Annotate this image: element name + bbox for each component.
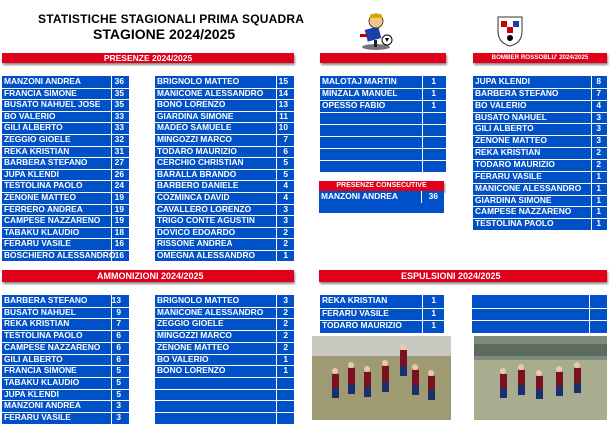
bomber-row [473, 88, 607, 100]
player-name: RISSONE ANDREA [157, 238, 233, 249]
player-value: 1 [431, 307, 436, 318]
player-name: BUSATO NAHUEL [4, 306, 76, 317]
espulsioni-header: ESPULSIONI 2024/2025 [319, 270, 607, 282]
mascot-logo [352, 10, 400, 52]
player-value: 1 [596, 218, 601, 229]
player-name: BONO LORENZO [157, 99, 226, 110]
bomber-row [473, 123, 607, 135]
presenze-row [155, 88, 294, 100]
player-name: REKA KRISTIAN [4, 145, 70, 156]
presenze-row [320, 76, 446, 88]
row-divider [155, 412, 294, 413]
player-name: GIARDINA SIMONE [475, 194, 552, 205]
espulsioni-row [320, 308, 444, 320]
player-name: FRANCIA SIMONE [4, 365, 77, 376]
player-name: TRIGO CONTE AGUSTIN [157, 215, 255, 226]
player-value: 1 [431, 320, 436, 331]
ammonizioni-row [2, 412, 129, 424]
presenze-row [155, 76, 294, 88]
player-name: MANZONI ANDREA [4, 400, 81, 411]
presenze-row [155, 99, 294, 111]
presenze-row [155, 169, 294, 181]
player-value: 9 [116, 306, 121, 317]
player-value: 2 [596, 147, 601, 158]
ammonizioni-table-2 [155, 295, 294, 424]
ammonizioni-row [155, 318, 294, 330]
ammonizioni-table-1 [2, 295, 129, 424]
presenze-row [2, 122, 129, 134]
player-value: 1 [431, 100, 436, 110]
presenze-row [2, 180, 129, 192]
player-name: ZENONE MATTEO [4, 192, 76, 202]
presenze-row [2, 215, 129, 227]
presenze-row [155, 134, 294, 146]
consecutive-table [319, 191, 444, 213]
player-value: 2 [283, 226, 288, 237]
bomber-row [473, 100, 607, 112]
presenze-row [155, 192, 294, 204]
club-badge [495, 13, 525, 47]
ammonizioni-row [155, 330, 294, 342]
row-divider [320, 124, 446, 125]
row-divider [320, 160, 446, 161]
presenze-row [2, 250, 129, 262]
player-name: MINZALA MANUEL [322, 88, 398, 98]
player-value: 18 [114, 226, 124, 237]
player-value: 4 [283, 192, 288, 202]
player-value: 36 [114, 76, 124, 86]
presenze-row [155, 180, 294, 192]
player-value: 1 [596, 170, 601, 181]
consecutive-header: PRESENZE CONSECUTIVE [319, 181, 444, 191]
presenze-row [2, 88, 129, 100]
ammonizioni-row [155, 342, 294, 354]
player-name: CAMPESE NAZZARENO [4, 341, 101, 352]
player-value: 33 [114, 122, 124, 133]
consecutive-row [319, 191, 444, 203]
player-name: BO VALERIO [157, 353, 209, 364]
bomber-row [473, 206, 607, 218]
column-divider [589, 295, 590, 333]
player-value: 1 [431, 88, 436, 98]
espulsioni-table [320, 295, 444, 333]
player-value: 3 [116, 412, 121, 422]
player-name: JUPA KLENDI [475, 76, 530, 86]
player-name: FERRERO ANDREA [4, 203, 83, 214]
page-title: STATISTICHE STAGIONALI PRIMA SQUADRA [38, 12, 305, 26]
player-name: MALOTAJ MARTIN [322, 76, 397, 86]
player-value: 6 [116, 353, 121, 364]
player-value: 7 [116, 318, 121, 329]
ammonizioni-row [155, 295, 294, 307]
player-name: GILI ALBERTO [4, 122, 63, 133]
player-value: 32 [114, 134, 124, 144]
player-value: 11 [279, 110, 288, 121]
player-name: MADEO SAMUELE [157, 122, 232, 133]
player-name: MANZONI ANDREA [321, 191, 398, 201]
player-name: BARBERA STEFANO [4, 295, 88, 305]
player-value: 26 [114, 168, 124, 179]
presenze-row [155, 227, 294, 239]
player-value: 3 [283, 295, 288, 305]
player-name: REKA KRISTIAN [4, 318, 70, 329]
player-value: 1 [283, 250, 288, 260]
player-value: 31 [114, 145, 124, 156]
ammonizioni-row [155, 354, 294, 366]
player-name: BRIGNOLO MATTEO [157, 295, 240, 305]
presenze-row [155, 146, 294, 158]
player-name: TABAKU KLAUDIO [4, 376, 80, 387]
player-name: BUSATO NAHUEL JOSE [4, 99, 101, 110]
player-name: MINGOZZI MARCO [157, 134, 232, 144]
row-divider [155, 377, 294, 378]
espulsioni-blank-table [472, 295, 607, 333]
presenze-row [2, 146, 129, 158]
player-value: 2 [283, 318, 288, 329]
presenze-table-2 [155, 76, 294, 261]
player-value: 7 [283, 134, 288, 144]
presenze-row [2, 238, 129, 250]
player-name: BARALLA BRANDO [157, 168, 237, 179]
player-name: BARBERA STEFANO [475, 87, 559, 98]
row-divider [320, 136, 446, 137]
bomber-row [473, 195, 607, 207]
bomber-row [473, 159, 607, 171]
player-value: 16 [114, 250, 124, 260]
row-divider [472, 308, 607, 309]
player-name: MANICONE ALESSANDRO [157, 87, 264, 98]
player-name: MANICONE ALESSANDRO [157, 306, 264, 317]
player-name: JUPA KLENDI [4, 388, 59, 399]
player-value: 14 [278, 87, 288, 98]
player-value: 19 [114, 215, 124, 226]
ammonizioni-row [2, 295, 129, 307]
player-name: REKA KRISTIAN [475, 147, 541, 158]
player-name: FERARU VASILE [322, 307, 389, 318]
presenze-row [2, 157, 129, 169]
player-value: 1 [596, 182, 601, 193]
player-value: 5 [116, 388, 121, 399]
player-name: TESTOLINA PAOLO [475, 218, 554, 229]
player-name: FERARU VASILE [4, 412, 71, 422]
bomber-row [473, 183, 607, 195]
player-name: GILI ALBERTO [4, 353, 63, 364]
player-value: 19 [114, 192, 124, 202]
ammonizioni-row [155, 307, 294, 319]
presenze-row [155, 215, 294, 227]
ammonizioni-row [2, 389, 129, 401]
player-name: TABAKU KLAUDIO [4, 226, 80, 237]
player-value: 1 [431, 295, 436, 305]
player-value: 4 [596, 99, 601, 110]
player-value: 36 [428, 191, 438, 201]
player-value: 1 [283, 365, 288, 376]
player-name: BONO LORENZO [157, 365, 226, 376]
player-name: TESTOLINA PAOLO [4, 330, 83, 341]
season-title: STAGIONE 2024/2025 [93, 26, 236, 42]
presenze-row [2, 99, 129, 111]
ammonizioni-row [2, 318, 129, 330]
ammonizioni-row [2, 377, 129, 389]
player-value: 33 [114, 110, 124, 121]
presenze-table-3 [320, 76, 446, 172]
player-value: 1 [283, 353, 288, 364]
player-name: TESTOLINA PAOLO [4, 180, 83, 191]
player-value: 8 [596, 76, 601, 86]
player-name: OPESSO FABIO [322, 100, 386, 110]
player-name: FERARU VASILE [4, 238, 71, 249]
presenze-row [320, 88, 446, 100]
presenze-header: PRESENZE 2024/2025 [2, 53, 294, 63]
player-name: BARBERO DANIELE [157, 180, 239, 191]
player-value: 35 [114, 99, 124, 110]
player-value: 15 [278, 76, 288, 86]
player-name: MANZONI ANDREA [4, 76, 81, 86]
player-value: 5 [116, 376, 121, 387]
bomber-row [473, 135, 607, 147]
player-name: CAMPESE NAZZARENO [475, 206, 572, 217]
player-value: 10 [278, 122, 288, 133]
player-value: 4 [283, 180, 288, 191]
player-value: 13 [111, 295, 121, 305]
bomber-header: BOMBER ROSSOBLU' 2024/2025 [473, 53, 607, 63]
player-value: 3 [116, 400, 121, 411]
player-name: CAMPESE NAZZARENO [4, 215, 101, 226]
player-value: 19 [114, 203, 124, 214]
team-celebration-photo-2 [474, 336, 607, 420]
presenze-row [2, 76, 129, 88]
presenze-row [155, 250, 294, 262]
player-name: TODARO MAURIZIO [322, 320, 402, 331]
bomber-row [473, 218, 607, 230]
player-name: GIARDINA SIMONE [157, 110, 234, 121]
player-name: CAVALLERO LORENZO [157, 203, 252, 214]
player-value: 35 [114, 87, 124, 98]
presenze-row [2, 134, 129, 146]
ammonizioni-row [2, 307, 129, 319]
presenze-row [2, 227, 129, 239]
player-name: BUSATO NAHUEL [475, 111, 547, 122]
player-value: 2 [283, 330, 288, 341]
presenze-row [155, 238, 294, 250]
player-name: COZMINCA DAVID [157, 192, 230, 202]
player-value: 3 [596, 123, 601, 134]
ammonizioni-row [2, 354, 129, 366]
player-name: BARBERA STEFANO [4, 157, 88, 168]
ammonizioni-row [2, 330, 129, 342]
ammonizioni-row [2, 400, 129, 412]
player-value: 2 [596, 158, 601, 169]
player-value: 3 [283, 215, 288, 226]
player-value: 1 [596, 206, 601, 217]
player-name: MANICONE ALESSANDRO [475, 182, 582, 193]
ammonizioni-row [2, 365, 129, 377]
player-name: DOVICO EDOARDO [157, 226, 236, 237]
presenze-row [155, 111, 294, 123]
bomber-row [473, 147, 607, 159]
row-divider [155, 400, 294, 401]
player-value: 24 [114, 180, 124, 191]
player-name: BOSCHIERO ALESSANDRO [4, 250, 116, 260]
presenze-row [155, 204, 294, 216]
player-value: 13 [278, 99, 288, 110]
player-value: 2 [283, 341, 288, 352]
presenze-row [155, 157, 294, 169]
bomber-row [473, 112, 607, 124]
presenze-table-1 [2, 76, 129, 261]
bomber-row [473, 76, 607, 88]
presenze-row [155, 122, 294, 134]
player-name: REKA KRISTIAN [322, 295, 388, 305]
team-celebration-photo-1 [312, 336, 451, 420]
player-name: FERARU VASILE [475, 170, 542, 181]
player-value: 16 [114, 238, 124, 249]
row-divider [320, 148, 446, 149]
player-value: 5 [283, 168, 288, 179]
player-value: 1 [596, 194, 601, 205]
espulsioni-row [320, 295, 444, 307]
player-name: CERCHIO CHRISTIAN [157, 157, 244, 168]
player-value: 3 [596, 111, 601, 122]
player-name: BO VALERIO [4, 110, 56, 121]
player-value: 2 [283, 306, 288, 317]
presenze-row [320, 100, 446, 112]
espulsioni-row [320, 320, 444, 332]
player-value: 3 [596, 135, 601, 146]
bomber-row [473, 171, 607, 183]
player-name: BO VALERIO [475, 99, 527, 110]
player-name: JUPA KLENDI [4, 168, 59, 179]
player-value: 6 [283, 145, 288, 156]
presenze-row [2, 192, 129, 204]
player-name: FRANCIA SIMONE [4, 87, 77, 98]
player-value: 5 [283, 157, 288, 168]
presenze-row [2, 204, 129, 216]
player-value: 7 [596, 87, 601, 98]
row-divider [155, 389, 294, 390]
player-name: ZEGGIO GIOELE [4, 134, 71, 144]
player-name: ZENONE MATTEO [157, 341, 229, 352]
player-name: BRIGNOLO MATTEO [157, 76, 240, 86]
ammonizioni-header: AMMONIZIONI 2024/2025 [2, 270, 294, 282]
player-value: 27 [114, 157, 124, 168]
player-name: TODARO MAURIZIO [475, 158, 555, 169]
player-value: 5 [116, 365, 121, 376]
row-divider [472, 320, 607, 321]
player-name: GILI ALBERTO [475, 123, 534, 134]
player-value: 1 [431, 76, 436, 86]
presenze-row [2, 111, 129, 123]
bomber-table [473, 76, 607, 230]
player-name: ZENONE MATTEO [475, 135, 547, 146]
ammonizioni-row [2, 342, 129, 354]
presenze-row [2, 169, 129, 181]
player-value: 6 [116, 341, 121, 352]
player-name: OMEGNA ALESSANDRO [157, 250, 256, 260]
row-divider [320, 112, 446, 113]
player-name: TODARO MAURIZIO [157, 145, 237, 156]
presenze-header-extension [320, 53, 446, 63]
player-value: 6 [116, 330, 121, 341]
player-value: 3 [283, 203, 288, 214]
player-name: ZEGGIO GIOELE [157, 318, 224, 329]
player-name: MINGOZZI MARCO [157, 330, 232, 341]
player-value: 2 [283, 238, 288, 249]
ammonizioni-row [155, 365, 294, 377]
